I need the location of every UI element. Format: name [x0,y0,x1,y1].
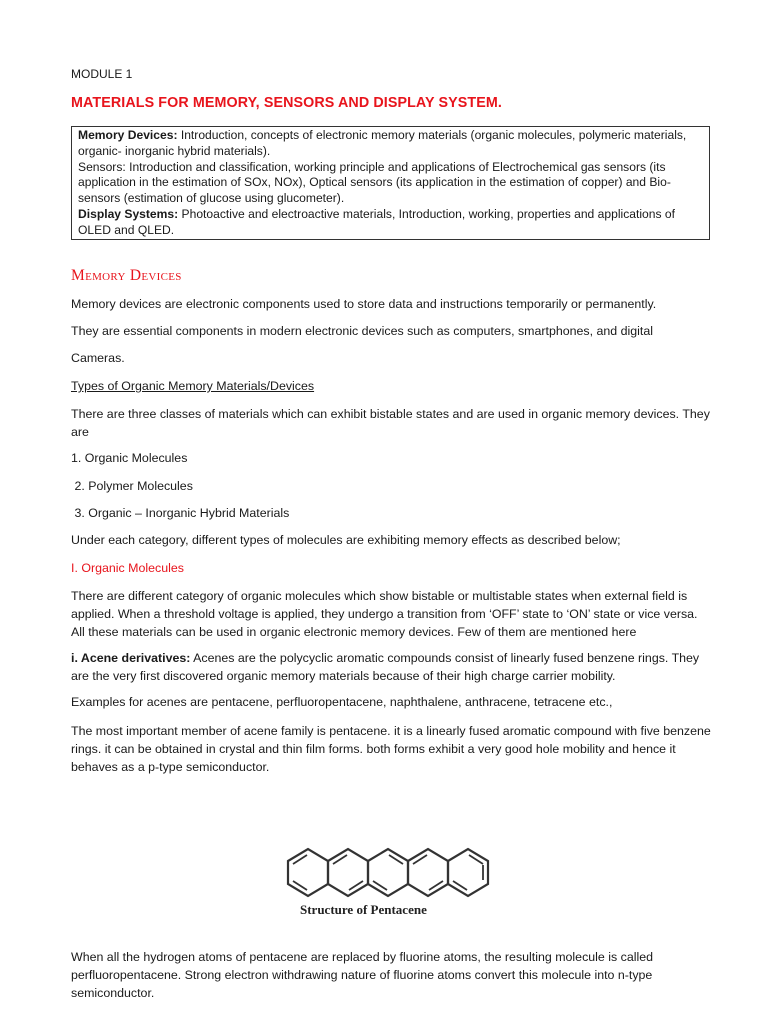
syllabus-memory-text: Introduction, concepts of electronic memory materials (organic molecules, polymeric materials, organic- inorganic hybrid materials). [78,128,687,158]
syllabus-display [78,207,703,239]
syllabus-memory [78,128,703,160]
section-heading-memory-devices: Memory Devices [71,267,182,284]
paragraph-essential: They are essential components in modern electronic devices such as computers, smartphones, and digital [71,324,653,338]
acene-label: i. Acene derivatives: [71,651,191,665]
list-item: 1. Organic Molecules [71,451,188,465]
paragraph-perfluoropentacene: When all the hydrogen atoms of pentacene are replaced by fluorine atoms, the resulting molecule is called perfluoropentacene. Strong electron withdrawing nature of fluorine atoms convert this molecule into n-type semiconductor. [71,950,654,1000]
paragraph-pentacene: The most important member of acene family is pentacene. it is a linearly fused aromatic compound with five benzene rings. it can be obtained in crystal and thin film forms. both forms exhibit a very good hole mobility and hence it behaves as a p-type semiconductor. [71,724,711,774]
page-title: MATERIALS FOR MEMORY, SENSORS AND DISPLAY SYSTEM. [71,95,502,111]
list-item: 3. Organic – Inorganic Hybrid Materials [71,506,290,520]
paragraph-categories: Under each category, different types of molecules are exhibiting memory effects as described below; [71,533,621,547]
benzene-rings [288,849,488,896]
figure-caption: Structure of Pentacene [300,902,427,917]
types-heading: Types of Organic Memory Materials/Devices [71,379,315,393]
acene-text: Acenes are the polycyclic aromatic compounds consist of linearly fused benzene rings. They are the very first discovered organic memory materials because of their high charge carrier mobility. [71,651,700,683]
syllabus-display-label: Display Systems: [78,206,179,221]
syllabus-box [71,126,710,240]
paragraph-acene [71,649,711,685]
paragraph-bistable: There are different category of organic molecules which show bistable or multistable states when external field is applied. When a threshold voltage is applied, they undergo a transition from ‘OFF’ state to ‘ON’ state or vice versa. All these materials can be used in organic electronic memory devices. Few of them are mentioned here [71,589,698,639]
subheading-organic-molecules: I. Organic Molecules [71,561,184,575]
list-item: 2. Polymer Molecules [71,479,193,493]
paragraph-three-classes: There are three classes of materials which can exhibit bistable states and are used in organic memory devices. They are [71,407,710,439]
module-label: MODULE 1 [71,67,133,81]
double-bonds [293,855,483,890]
syllabus-memory-label: Memory Devices: [78,128,178,142]
paragraph-definition: Memory devices are electronic components used to store data and instructions temporarily or permanently. [71,297,657,311]
paragraph-examples: Examples for acenes are pentacene, perfluoropentacene, naphthalene, anthracene, tetracene etc., [71,695,613,709]
syllabus-display-text: Photoactive and electroactive materials, Introduction, working, properties and applications of OLED and QLED. [78,206,675,237]
paragraph-cameras: Cameras. [71,351,125,365]
syllabus-sensors: Sensors: Introduction and classification, working principle and applications of Electrochemical gas sensors (its application in the estimation of SOx, NOx), Optical sensors (its application in the estimation of copper) and Bio-sensors (estimation of glucose using glucometer). [78,159,671,206]
